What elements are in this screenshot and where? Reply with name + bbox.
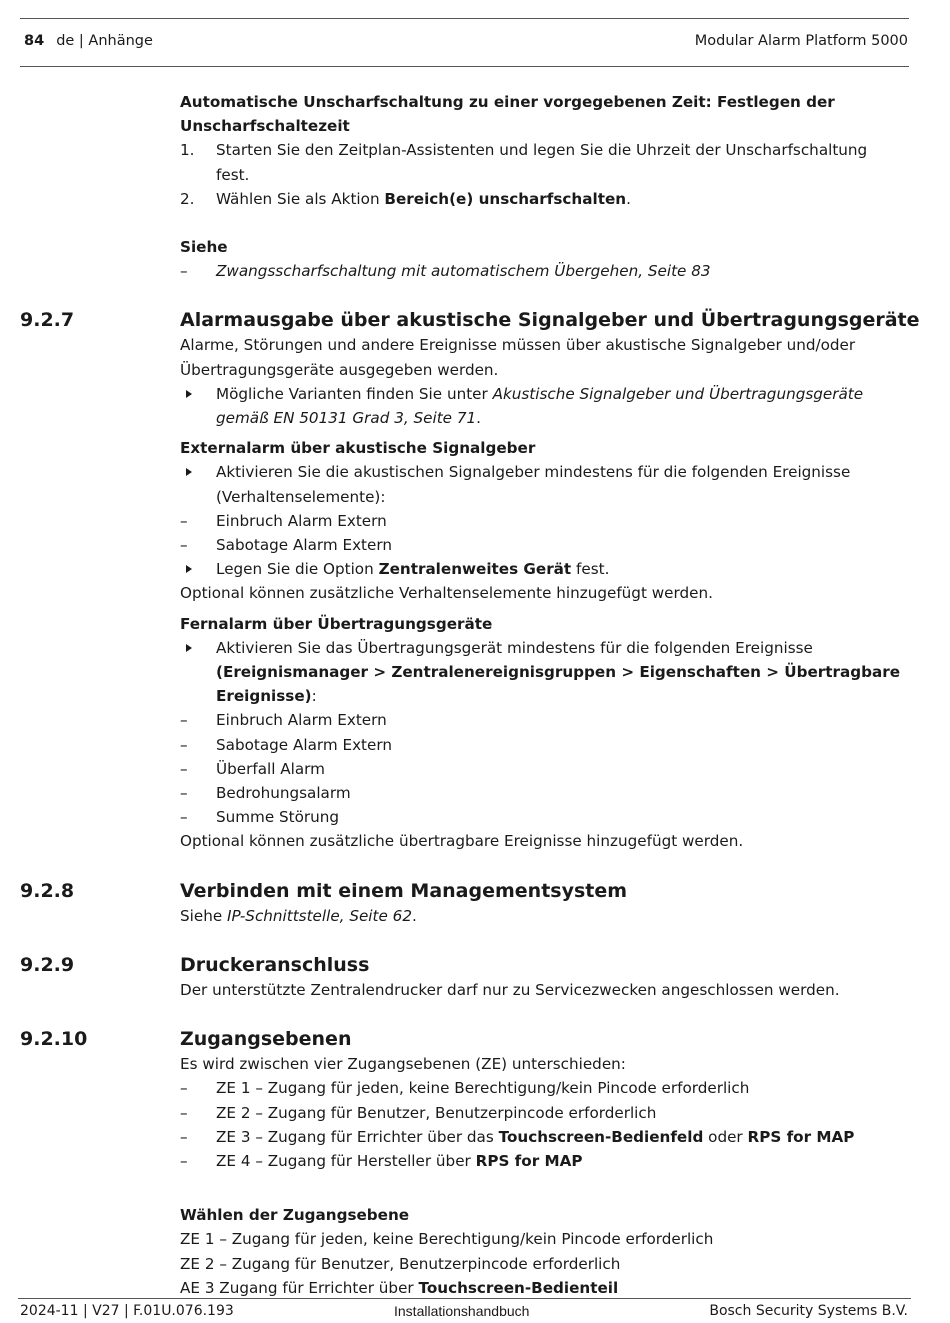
list-item bbox=[180, 1149, 905, 1173]
instruction-line: Aktivieren Sie das Übertragungsgerät mindestens für die folgenden Ereignisse bbox=[216, 638, 813, 657]
footer-company: Bosch Security Systems B.V. bbox=[709, 1303, 908, 1319]
variants-end: . bbox=[476, 409, 481, 428]
see-end: . bbox=[411, 906, 417, 925]
section-number: 9.2.9 bbox=[20, 953, 75, 976]
list-item bbox=[180, 733, 905, 757]
list-item-text: oder bbox=[703, 1127, 748, 1146]
list-item bbox=[180, 781, 905, 805]
access-level-text: AE 3 Zugang für Errichter über bbox=[180, 1278, 419, 1297]
footer-doc-type: Installationshandbuch bbox=[394, 1303, 530, 1319]
see-label: Siehe bbox=[180, 238, 228, 257]
paragraph: Der unterstützte Zentralendrucker darf nur zu Servicezwecken angeschlossen werden. bbox=[180, 980, 840, 999]
list-item bbox=[180, 1125, 905, 1149]
section-title: Alarmausgabe über akustische Signalgeber und Übertragungsgeräte bbox=[180, 309, 920, 332]
list-item bbox=[180, 708, 905, 732]
section-9-2-10 bbox=[20, 1026, 905, 1052]
dash-marker: – bbox=[180, 511, 188, 530]
variants-link[interactable]: Akustische Signalgeber und Übertragungsgeräte bbox=[492, 384, 864, 403]
see-text: Siehe bbox=[180, 906, 228, 925]
section-9-2-9 bbox=[20, 952, 905, 978]
header-product: Modular Alarm Platform 5000 bbox=[694, 33, 908, 49]
section-9-2-7 bbox=[20, 307, 920, 333]
step-2-end: . bbox=[626, 189, 631, 208]
section-title: Verbinden mit einem Managementsystem bbox=[180, 879, 628, 902]
dash-marker: – bbox=[180, 262, 188, 281]
page-number: 84 bbox=[24, 33, 45, 49]
access-level-line bbox=[180, 1276, 905, 1300]
list-item-text: ZE 1 – Zugang für jeden, keine Berechtigung/kein Pincode erforderlich bbox=[216, 1079, 750, 1098]
step-number: 1. bbox=[180, 141, 195, 160]
list-item-text: Bedrohungsalarm bbox=[216, 784, 351, 803]
dash-marker: – bbox=[180, 784, 188, 803]
header-section: de | Anhänge bbox=[56, 33, 153, 49]
list-item bbox=[180, 805, 905, 829]
list-item-text: Einbruch Alarm Extern bbox=[216, 511, 387, 530]
section-title: Druckeranschluss bbox=[180, 953, 370, 976]
touchscreen-label: Touchscreen-Bedienfeld bbox=[498, 1127, 704, 1146]
dash-marker: – bbox=[180, 759, 188, 778]
rps-label: RPS for MAP bbox=[747, 1127, 855, 1146]
paragraph: Alarme, Störungen und andere Ereignisse müssen über akustische Signalgeber und/oder bbox=[180, 336, 856, 355]
section-9-2-8 bbox=[20, 878, 905, 904]
variants-text: Mögliche Varianten finden Sie unter bbox=[216, 384, 493, 403]
step-1 bbox=[180, 138, 905, 186]
rps-label: RPS for MAP bbox=[475, 1151, 583, 1170]
header-bottom-rule bbox=[20, 66, 909, 67]
section-title: Zugangsebenen bbox=[180, 1028, 352, 1051]
triangle-bullet-icon bbox=[186, 390, 192, 398]
triangle-bullet-icon bbox=[186, 565, 192, 573]
dash-marker: – bbox=[180, 1151, 188, 1170]
header-top-rule bbox=[20, 18, 909, 19]
dash-marker: – bbox=[180, 808, 188, 827]
paragraph: Es wird zwischen vier Zugangsebenen (ZE) unterschieden: bbox=[180, 1055, 626, 1074]
list-item-text: Einbruch Alarm Extern bbox=[216, 711, 387, 730]
menu-path: Ereignisse) bbox=[216, 687, 312, 706]
subheading-choose-level: Wählen der Zugangsebene bbox=[180, 1206, 410, 1225]
dash-marker: – bbox=[180, 735, 188, 754]
list-item-text: Überfall Alarm bbox=[216, 759, 325, 778]
triangle-bullet-icon bbox=[186, 468, 192, 476]
dash-marker: – bbox=[180, 536, 188, 555]
instruction-variants bbox=[180, 382, 905, 430]
step-1-line-1: Starten Sie den Zeitplan-Assistenten und legen Sie die Uhrzeit der Unscharfschaltung bbox=[216, 141, 868, 160]
footer-version: 2024-11 | V27 | F.01U.076.193 bbox=[20, 1303, 234, 1319]
list-item-text: ZE 3 – Zugang für Errichter über das bbox=[216, 1127, 499, 1146]
step-number: 2. bbox=[180, 189, 195, 208]
step-2-text: Wählen Sie als Aktion bbox=[216, 189, 385, 208]
variants-link[interactable]: gemäß EN 50131 Grad 3, Seite 71 bbox=[216, 409, 477, 428]
step-2 bbox=[180, 187, 905, 211]
list-item bbox=[180, 757, 905, 781]
instruction-end: : bbox=[311, 687, 317, 706]
section-number: 9.2.8 bbox=[20, 879, 75, 902]
section-number: 9.2.10 bbox=[20, 1028, 88, 1051]
instruction-activate-transmitter bbox=[180, 636, 905, 709]
step-2-action: Bereich(e) unscharfschalten bbox=[384, 189, 627, 208]
footer-rule bbox=[18, 1298, 911, 1299]
dash-marker: – bbox=[180, 711, 188, 730]
list-item bbox=[180, 1101, 905, 1125]
touchscreen-label: Touchscreen-Bedienteil bbox=[418, 1278, 619, 1297]
see-item bbox=[180, 259, 905, 283]
instruction-set-option bbox=[180, 557, 905, 581]
list-item-text: Sabotage Alarm Extern bbox=[216, 536, 392, 555]
triangle-bullet-icon bbox=[186, 644, 192, 652]
list-item-text: Summe Störung bbox=[216, 808, 340, 827]
section-number: 9.2.7 bbox=[20, 309, 75, 332]
menu-path: (Ereignismanager > Zentralenereignisgruppen > Eigenschaften > Übertragbare bbox=[216, 663, 901, 682]
ip-interface-link[interactable]: IP-Schnittstelle, Seite 62 bbox=[227, 906, 412, 925]
list-item-text: ZE 4 – Zugang für Hersteller über bbox=[216, 1151, 476, 1170]
list-item bbox=[180, 533, 905, 557]
option-name: Zentralenweites Gerät bbox=[378, 560, 572, 579]
subheading-remote-alarm: Fernalarm über Übertragungsgeräte bbox=[180, 614, 493, 633]
access-level-line: ZE 1 – Zugang für jeden, keine Berechtigung/kein Pincode erforderlich bbox=[180, 1230, 714, 1249]
page-content bbox=[20, 90, 920, 1300]
see-link[interactable]: Zwangsscharfschaltung mit automatischem Übergehen, Seite 83 bbox=[216, 262, 711, 281]
list-item bbox=[180, 1076, 905, 1100]
dash-marker: – bbox=[180, 1079, 188, 1098]
subheading-external-alarm: Externalarm über akustische Signalgeber bbox=[180, 439, 536, 458]
step-1-line-2: fest. bbox=[216, 165, 250, 184]
paragraph: Übertragungsgeräte ausgegeben werden. bbox=[180, 360, 499, 379]
instruction-text: Legen Sie die Option bbox=[216, 560, 379, 579]
note-text: Optional können zusätzliche Verhaltenselemente hinzugefügt werden. bbox=[180, 584, 713, 603]
instruction-activate-sounders bbox=[180, 460, 905, 508]
instruction-line: Aktivieren Sie die akustischen Signalgeber mindestens für die folgenden Ereignisse bbox=[216, 463, 851, 482]
dash-marker: – bbox=[180, 1103, 188, 1122]
list-item bbox=[180, 509, 905, 533]
intro-heading-2: Unscharfschaltezeit bbox=[180, 117, 350, 136]
paragraph bbox=[180, 904, 905, 928]
dash-marker: – bbox=[180, 1127, 188, 1146]
access-level-line: ZE 2 – Zugang für Benutzer, Benutzerpincode erforderlich bbox=[180, 1254, 621, 1273]
intro-heading-1: Automatische Unscharfschaltung zu einer vorgegebenen Zeit: Festlegen der bbox=[180, 93, 835, 111]
page-header-left bbox=[24, 33, 153, 49]
note-text: Optional können zusätzliche übertragbare Ereignisse hinzugefügt werden. bbox=[180, 832, 744, 851]
instruction-line: (Verhaltenselemente): bbox=[216, 487, 386, 506]
instruction-end: fest. bbox=[571, 560, 610, 579]
list-item-text: Sabotage Alarm Extern bbox=[216, 735, 392, 754]
list-item-text: ZE 2 – Zugang für Benutzer, Benutzerpincode erforderlich bbox=[216, 1103, 657, 1122]
